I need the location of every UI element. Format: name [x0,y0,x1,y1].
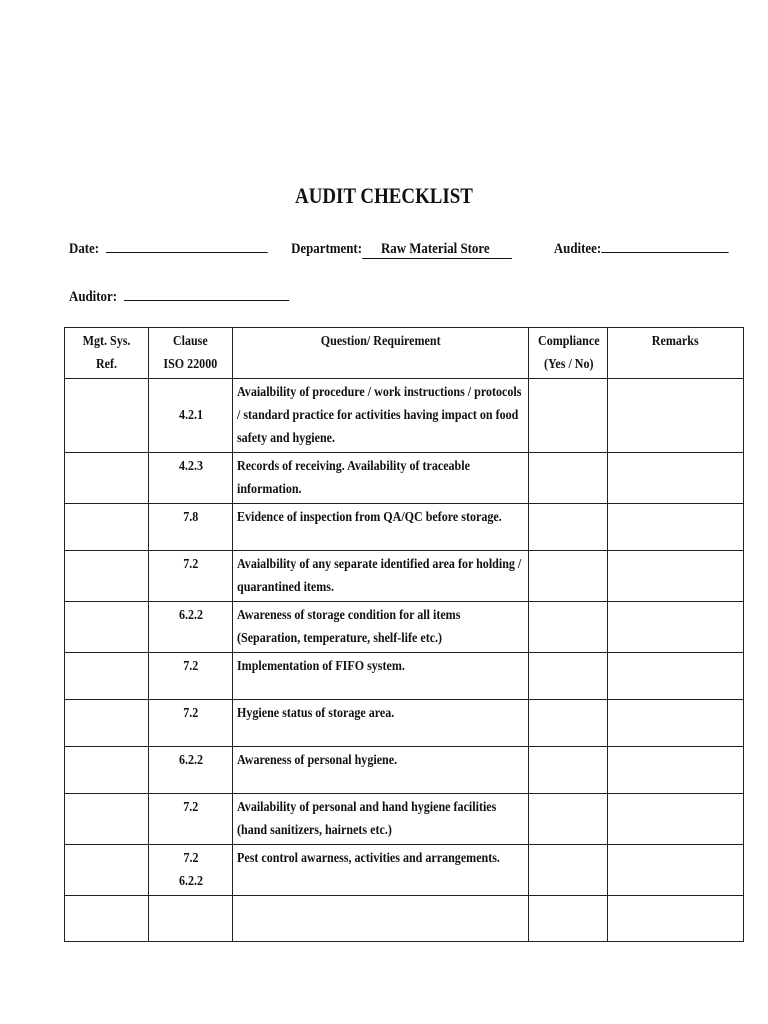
auditor-label: Auditor: [69,289,118,305]
compliance-cell[interactable] [529,602,608,653]
question-cell: Implementation of FIFO system. [233,653,529,700]
department-label: Department: [291,241,363,257]
remarks-cell[interactable] [608,379,744,453]
compliance-cell[interactable] [529,379,608,453]
remarks-cell[interactable] [608,700,744,747]
remarks-cell[interactable] [608,453,744,504]
ref-cell[interactable] [65,653,149,700]
table-row [65,504,744,551]
question-cell: Records of receiving. Availability of traceable information. [233,453,529,504]
compliance-cell[interactable] [529,794,608,845]
compliance-cell[interactable] [529,504,608,551]
col-header-remarks: Remarks [608,328,744,379]
question-cell: Pest control awarness, activities and arrangements. [233,845,529,896]
ref-cell[interactable] [65,551,149,602]
clause-cell: 7.2 [149,653,233,700]
clause-cell: 7.2 6.2.2 [149,845,233,896]
compliance-cell[interactable] [529,653,608,700]
table-row [65,794,744,845]
question-cell: Avaialbility of procedure / work instructions / protocols / standard practice for activities having impact on food safety and hygiene. [233,379,529,453]
remarks-cell[interactable] [608,504,744,551]
table-header-row [65,328,744,379]
ref-cell[interactable] [65,794,149,845]
remarks-cell[interactable] [608,896,744,942]
audit-checklist-table [64,327,744,942]
department-value: Raw Material Store [380,241,490,257]
date-label: Date: [69,241,100,257]
clause-cell: 7.2 [149,700,233,747]
remarks-cell[interactable] [608,794,744,845]
compliance-cell[interactable] [529,700,608,747]
ref-cell[interactable] [65,845,149,896]
auditor-field[interactable] [124,286,289,301]
table-row [65,379,744,453]
compliance-cell[interactable] [529,845,608,896]
compliance-cell[interactable] [529,747,608,794]
header-fields-row [69,238,728,259]
table-row [65,653,744,700]
question-cell [233,896,529,942]
table-row [65,896,744,942]
question-cell: Awareness of storage condition for all items (Separation, temperature, shelf-life etc.) [233,602,529,653]
remarks-cell[interactable] [608,747,744,794]
clause-cell: 4.2.1 [149,379,233,453]
table-row [65,747,744,794]
question-cell: Evidence of inspection from QA/QC before storage. [233,504,529,551]
department-field[interactable] [362,241,512,259]
clause-cell: 7.2 [149,551,233,602]
page-title: AUDIT CHECKLIST [295,183,473,208]
auditor-row [69,286,289,306]
compliance-cell[interactable] [529,453,608,504]
ref-cell[interactable] [65,700,149,747]
ref-cell[interactable] [65,453,149,504]
remarks-cell[interactable] [608,602,744,653]
compliance-cell[interactable] [529,551,608,602]
ref-cell[interactable] [65,504,149,551]
table-row [65,700,744,747]
ref-cell[interactable] [65,602,149,653]
compliance-cell[interactable] [529,896,608,942]
table-row [65,453,744,504]
date-field[interactable] [106,238,268,253]
question-cell: Avaialbility of any separate identified area for holding / quarantined items. [233,551,529,602]
col-header-question: Question/ Requirement [233,328,529,379]
clause-cell [149,896,233,942]
auditee-label: Auditee: [553,241,602,257]
ref-cell[interactable] [65,747,149,794]
clause-cell: 7.2 [149,794,233,845]
clause-cell: 4.2.3 [149,453,233,504]
col-header-ref: Mgt. Sys. Ref. [65,328,149,379]
ref-cell[interactable] [65,896,149,942]
question-cell: Awareness of personal hygiene. [233,747,529,794]
clause-cell: 6.2.2 [149,747,233,794]
question-cell: Hygiene status of storage area. [233,700,529,747]
clause-cell: 6.2.2 [149,602,233,653]
col-header-compliance: Compliance (Yes / No) [529,328,608,379]
ref-cell[interactable] [65,379,149,453]
question-cell: Availability of personal and hand hygiene facilities (hand sanitizers, hairnets etc.) [233,794,529,845]
table-row [65,602,744,653]
remarks-cell[interactable] [608,551,744,602]
remarks-cell[interactable] [608,845,744,896]
table-row [65,845,744,896]
remarks-cell[interactable] [608,653,744,700]
clause-cell: 7.8 [149,504,233,551]
table-row [65,551,744,602]
auditee-field[interactable] [601,238,728,253]
col-header-clause: Clause ISO 22000 [149,328,233,379]
